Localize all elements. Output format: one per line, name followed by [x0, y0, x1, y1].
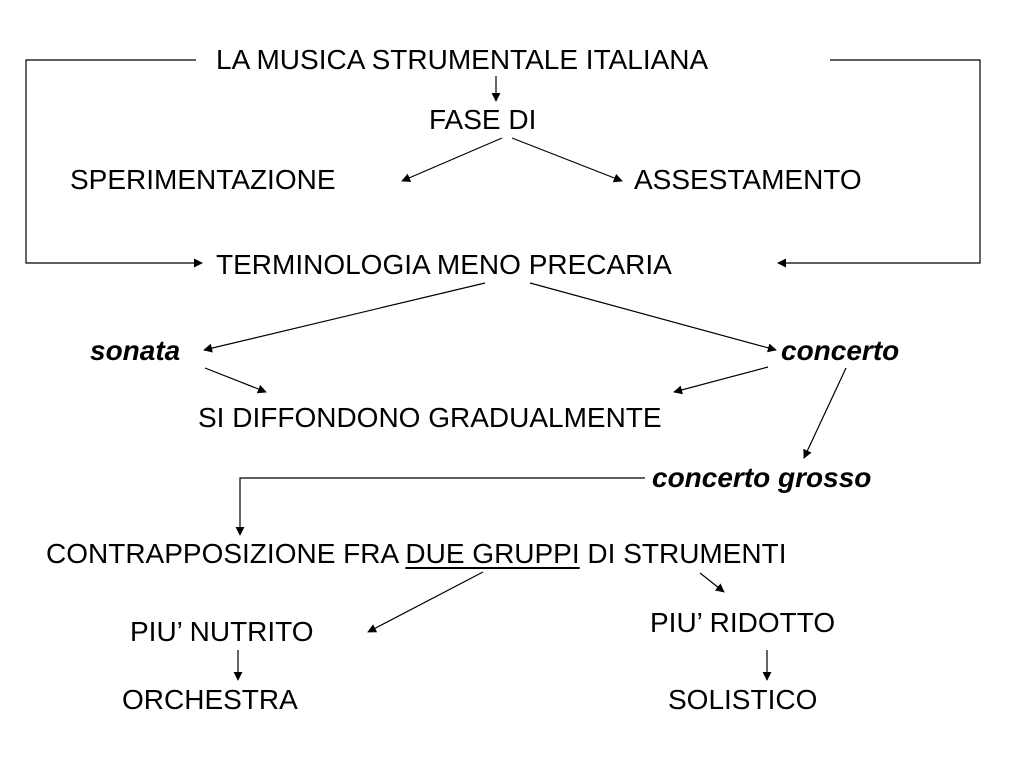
phase-left-label: SPERIMENTAZIONE: [70, 164, 336, 195]
phase-label: FASE DI: [429, 104, 537, 135]
result-left-label: ORCHESTRA: [122, 684, 298, 715]
arrow-grosso-to-contrast: [240, 478, 645, 535]
arrow-term-to-sonata: [204, 283, 485, 350]
right-bracket-line: [778, 60, 980, 263]
group-right-label: PIU’ RIDOTTO: [650, 607, 836, 638]
arrow-groups-to-nutrito: [368, 572, 483, 632]
arrow-concerto-to-spread: [674, 367, 768, 392]
phase-right-label: ASSESTAMENTO: [634, 164, 862, 195]
title-label: LA MUSICA STRUMENTALE ITALIANA: [216, 44, 709, 75]
arrow-phase-to-left: [402, 138, 502, 181]
arrow-phase-to-right: [512, 138, 622, 181]
concerto-grosso-label: concerto grosso: [652, 462, 872, 493]
sonata-label: sonata: [90, 335, 181, 366]
arrow-term-to-concerto: [530, 283, 776, 350]
left-bracket-line: [26, 60, 202, 263]
terminology-label: TERMINOLOGIA MENO PRECARIA: [216, 249, 672, 280]
arrow-sonata-to-spread: [205, 368, 266, 392]
contrast-label: [46, 538, 787, 570]
contrast-after: DI STRUMENTI: [579, 538, 787, 569]
concerto-label: concerto: [781, 335, 900, 366]
arrow-groups-to-ridotto: [700, 573, 724, 592]
result-right-label: SOLISTICO: [668, 684, 818, 715]
group-left-label: PIU’ NUTRITO: [130, 616, 314, 647]
spread-label: SI DIFFONDONO GRADUALMENTE: [198, 402, 662, 433]
contrast-before: CONTRAPPOSIZIONE FRA: [46, 538, 406, 569]
contrast-underlined: DUE GRUPPI: [405, 538, 580, 569]
arrow-concerto-to-grosso: [804, 368, 846, 458]
